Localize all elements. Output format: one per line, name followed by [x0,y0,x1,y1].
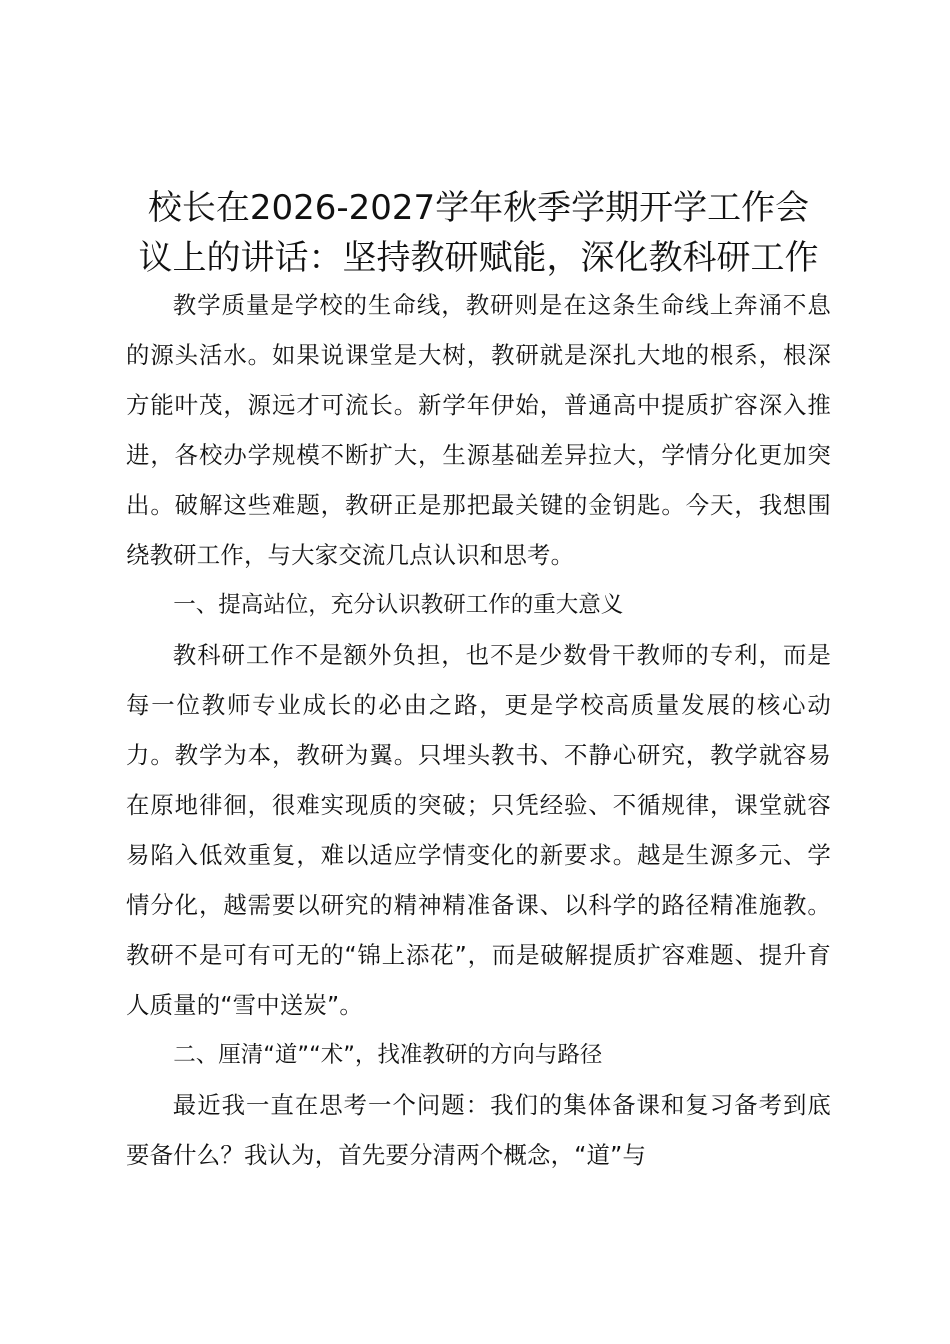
document-title [126,183,831,283]
intro-paragraph: 教学质量是学校的生命线，教研则是在这条生命线上奔涌不息的源头活水。如果说课堂是大树，教研就是深扎大地的根系，根深方能叶茂，源远才可流长。新学年伊始，普通高中提质扩容深入推进，各校办学规模不断扩大，生源基础差异拉大，学情分化更加突出。破解这些难题，教研正是那把最关键的金钥匙。今天，我想围绕教研工作，与大家交流几点认识和思考。 [126,291,831,569]
document-body [126,280,831,1180]
section-heading-2: 二、厘清“道”“术”，找准教研的方向与路径 [173,1042,603,1068]
section-1-paragraph: 教科研工作不是额外负担，也不是少数骨干教师的专利，而是每一位教师专业成长的必由之路，更是学校高质量发展的核心动力。教学为本，教研为翼。只埋头教书、不静心研究，教学就容易在原地徘徊，很难实现质的突破；只凭经验、不循规律，课堂就容易陷入低效重复，难以适应学情变化的新要求。越是生源多元、学情分化，越需要以研究的精神精准备课、以科学的路径精准施教。教研不是可有可无的“锦上添花”，而是破解提质扩容难题、提升育人质量的“雪中送炭”。 [126,641,831,1019]
section-2-paragraph: 最近我一直在思考一个问题：我们的集体备课和复习备考到底要备什么？我认为，首先要分清两个概念，“道”与 [126,1091,831,1169]
title-line-1: 校长在2026-2027学年秋季学期开学工作会 [147,188,810,228]
section-heading-1: 一、提高站位，充分认识教研工作的重大意义 [173,592,624,618]
title-line-2: 议上的讲话：坚持教研赋能，深化教科研工作 [138,238,819,278]
